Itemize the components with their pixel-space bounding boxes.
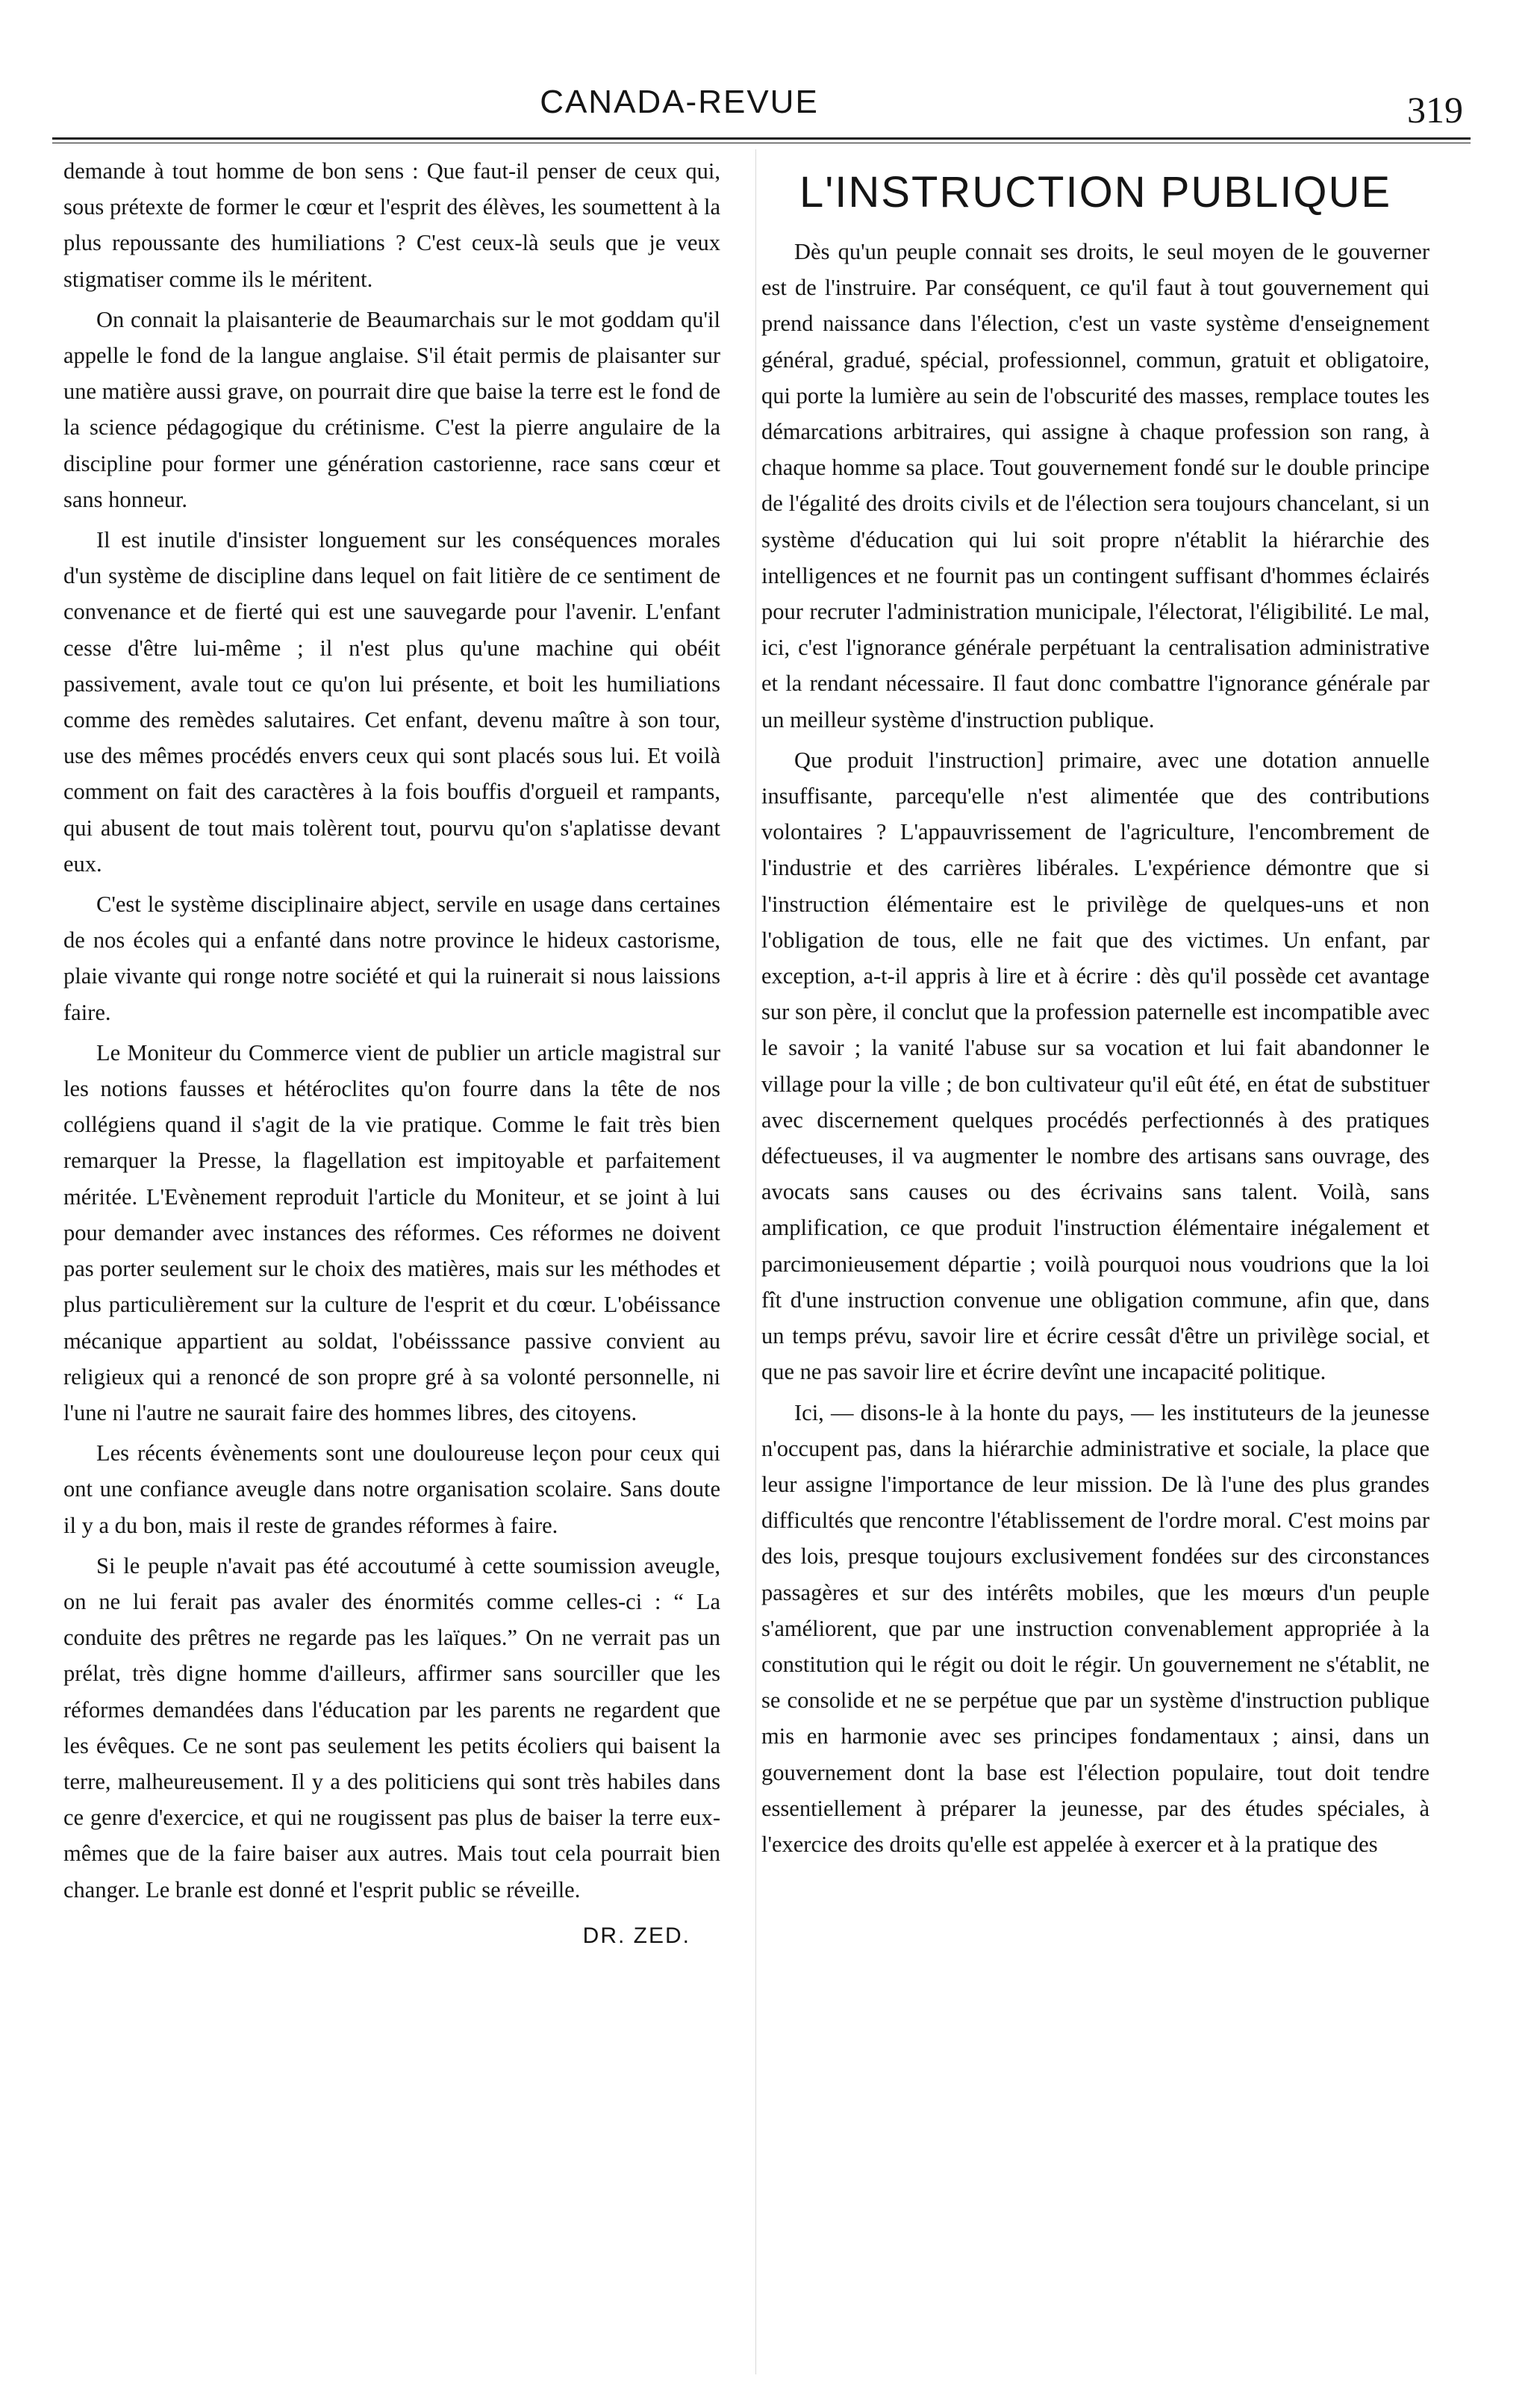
- right-column: [761, 168, 1429, 1867]
- right-paragraph-2: Que produit l'instruction] primaire, avec une dotation annuelle insuffisante, parcequ'elle n'est alimentée que des contributions volontaires ? L'appauvrissement de l'agriculture, l'encombrement de l'industrie et des carrières libérales. L'expérience démontre que si l'instruction élémentaire est le privilège de quelques-uns et non l'obligation de tous, elle ne fait que des victimes. Un enfant, par exception, a-t-il appris à lire et à écrire : dès qu'il possède cet avantage sur son père, il conclut que la profession paternelle est incompatible avec le savoir ; la vanité l'abuse sur sa vocation et lui fait abandonner le village pour la ville ; de bon cultivateur qu'il eût été, en état de substituer avec discernement quelques procédés perfectionnés à des pratiques défectueuses, il va augmenter le nombre des artisans sans ouvrage, des avocats sans causes ou des écrivains sans talent. Voilà, sans amplification, ce que produit l'instruction élémentaire inégalement et parcimonieusement départie ; voilà pourquoi nous voudrions que la loi fît d'une instruction convenue une obligation commune, afin que, dans un temps prévu, savoir lire et écrire cessât d'être un privilège social, et que ne pas savoir lire et écrire devînt une incapacité politique.: [761, 747, 1429, 1385]
- article-title: L'INSTRUCTION PUBLIQUE: [799, 168, 1392, 217]
- left-paragraph-5: Le Moniteur du Commerce vient de publier un article magistral sur les notions fausses et hétéroclites qu'on fourre dans la tête de nos collégiens quand il s'agit de la vie pratique. Comme le fait très bien remarquer la Presse, la flagellation est impitoyable et parfaitement méritée. L'Evènement reproduit l'article du Moniteur, et se joint à lui pour demander avec instances des réformes. Ces réformes ne doivent pas porter seulement sur le choix des matières, mais sur les méthodes et plus particulièrement sur la culture de l'esprit et du cœur. L'obéissance mécanique appartient au soldat, l'obéisssance passive convient au religieux qui a renoncé de son propre gré à sa volonté personnelle, ni l'une ni l'autre ne saurait faire des hommes libres, des citoyens.: [63, 1039, 720, 1425]
- left-column: [63, 153, 720, 1954]
- author-signature: DR. ZED.: [582, 1923, 690, 1948]
- left-paragraph-4: C'est le système disciplinaire abject, servile en usage dans certaines de nos écoles qui a enfanté dans notre province le hideux castorisme, plaie vivante qui ronge notre société et qui la ruinerait si nous laissions faire.: [63, 892, 720, 1025]
- left-paragraph-7: Si le peuple n'avait pas été accoutumé à cette soumission aveugle, on ne lui ferait pas avaler des énormités comme celles-ci : “ La conduite des prêtres ne regarde pas les laïques.” On ne verrait pas un prélat, très digne homme d'ailleurs, affirmer sans sourciller que les réformes demandées dans l'éducation par les parents ne regardent que les évêques. Ce ne sont pas seulement les petits écoliers qui baisent la terre, malheureusement. Il y a des politiciens qui sont très habiles dans ce genre d'exercice, et qui ne rougissent pas plus de baiser la terre eux-mêmes que de la faire baiser aux autres. Mais tout cela pourrait bien changer. Le branle est donné et l'esprit public se réveille.: [63, 1552, 720, 1903]
- left-paragraph-3: Il est inutile d'insister longuement sur les conséquences morales d'un système de discipline dans lequel on fait litière de ce sentiment de convenance et de fierté qui est une sauvegarde pour l'avenir. L'enfant cesse d'être lui-même ; il n'est plus qu'une machine qui obéit passivement, avale tout ce qu'on lui présente, et boit les humiliations comme des remèdes salutaires. Cet enfant, devenu maître à son tour, use des mêmes procédés envers ceux qui sont placés sous lui. Et voilà comment on fait des caractères à la fois bouffis d'orgueil et rampants, qui abusent de tout mais tolèrent tout, pourvu qu'on s'aplatisse devant eux.: [63, 527, 720, 877]
- left-paragraph-2: On connait la plaisanterie de Beaumarchais sur le mot goddam qu'il appelle le fond de la langue anglaise. S'il était permis de plaisanter sur une matière aussi grave, on pourrait dire que baise la terre est le fond de la science pédagogique du crétinisme. C'est la pierre angulaire de la discipline pour former une génération castorienne, race sans cœur et sans honneur.: [63, 306, 720, 512]
- page-number: 319: [1407, 89, 1463, 131]
- column-divider: [755, 149, 756, 2374]
- left-paragraph-1: demande à tout homme de bon sens : Que faut-il penser de ceux qui, sous prétexte de former le cœur et l'esprit des élèves, les soumettent à la plus repoussante des humiliations ? C'est ceux-là seuls que je veux stigmatiser comme ils le méritent.: [63, 158, 720, 292]
- right-paragraph-3: Ici, — disons-le à la honte du pays, — les instituteurs de la jeunesse n'occupent pas, dans la hiérarchie administrative et sociale, la place que leur assigne l'importance de leur mission. De là l'une des plus grandes difficultés que rencontre l'établissement de l'ordre moral. C'est moins par des lois, presque toujours exclusivement fondées sur des circonstances passagères et sur des intérêts mobiles, que les mœurs d'un peuple s'améliorent, que par une instruction convenablement appropriée à la constitution qui le régit ou doit le régir. Un gouvernement ne s'établit, ne se consolide et ne se perpétue que par un système d'instruction publique mis en harmonie avec ses principes fondamentaux ; ainsi, dans un gouvernement dont la base est l'élection populaire, tout doit tendre essentiellement à préparer la jeunesse, par des études spéciales, à l'exercice des droits qu'elle est appelée à exercer et à la pratique des: [761, 1399, 1429, 1857]
- header-rule: [52, 137, 1471, 140]
- right-paragraph-1: Dès qu'un peuple connait ses droits, le seul moyen de le gouverner est de l'instruire. Par conséquent, ce qu'il faut à tout gouvernement qui prend naissance dans l'élection, c'est un vaste système d'enseignement général, gradué, spécial, professionnel, commun, gratuit et obligatoire, qui porte la lumière au sein de l'obscurité des masses, remplace toutes les démarcations arbitraires, qui assigne à chaque profession son rang, à chaque homme sa place. Tout gouvernement fondé sur le double principe de l'égalité des droits civils et de l'élection sera toujours chancelant, si un système d'éducation qui lui soit propre n'établit la hiérarchie des intelligences et ne fournit pas un contingent suffisant d'hommes éclairés pour recruter l'administration municipale, l'électorat, l'éligibilité. Le mal, ici, c'est l'ignorance générale perpétuant la centralisation administrative et la rendant nécessaire. Il faut donc combattre l'ignorance générale par un meilleur système d'instruction publique.: [761, 239, 1429, 732]
- left-paragraph-6: Les récents évènements sont une douloureuse leçon pour ceux qui ont une confiance aveugle dans notre organisation scolaire. Sans doute il y a du bon, mais il reste de grandes réformes à faire.: [63, 1440, 720, 1538]
- running-head: CANADA-REVUE: [540, 84, 819, 120]
